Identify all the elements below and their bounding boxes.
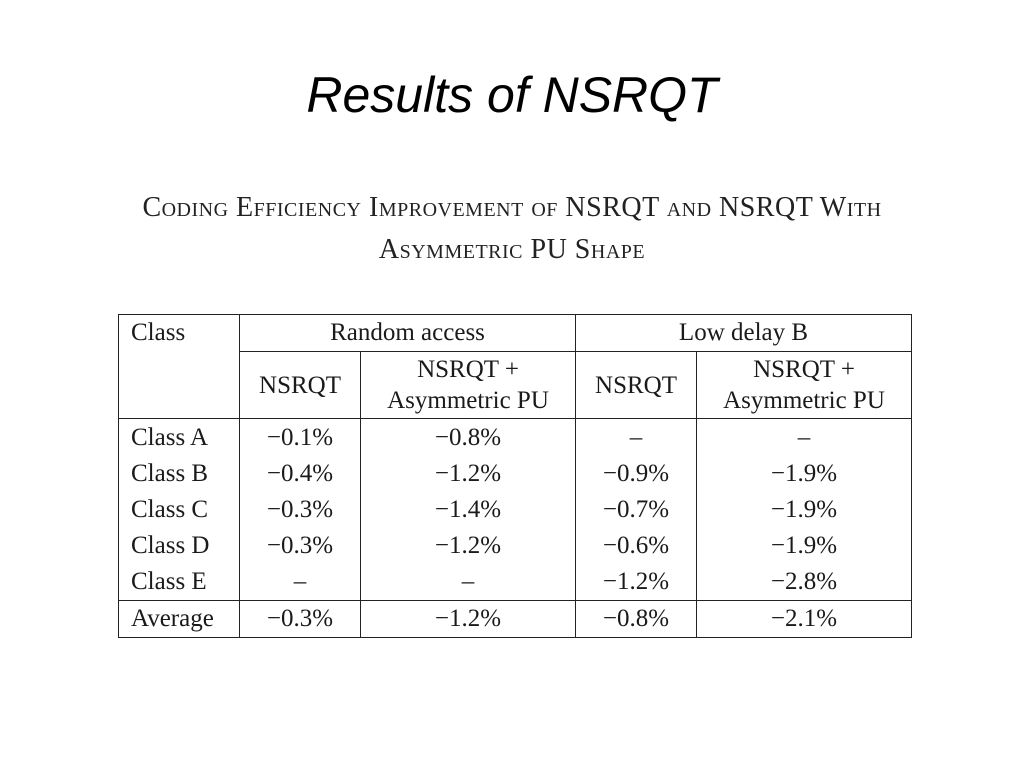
header-class: Class [119,315,240,419]
cell-ld-nsrqt: −0.6% [576,528,697,564]
cell-ra-asym: −1.2% [361,456,576,492]
cell-ra-asym: – [361,564,576,601]
cell-ra-nsrqt: −0.4% [240,456,361,492]
header-low-delay-b: Low delay B [576,315,912,352]
table-row [119,419,912,457]
subheader-ld-asymmetric [697,352,912,419]
cell-ld-nsrqt: −1.2% [576,564,697,601]
cell-avg-ra-asym: −1.2% [361,601,576,638]
results-table [118,314,912,638]
cell-ld-asym: −1.9% [697,492,912,528]
cell-ra-nsrqt: −0.1% [240,419,361,457]
cell-ra-nsrqt: −0.3% [240,528,361,564]
cell-ld-asym: −1.9% [697,528,912,564]
cell-avg-ld-asym: −2.1% [697,601,912,638]
cell-ld-asym: −2.8% [697,564,912,601]
row-label: Class A [119,419,240,457]
table-row [119,528,912,564]
cell-ra-asym: −0.8% [361,419,576,457]
table-row [119,564,912,601]
slide-title: Results of NSRQT [306,67,718,123]
subheader-ra-nsrqt: NSRQT [240,352,361,419]
subheader-ld-asym-line2: Asymmetric PU [723,387,885,414]
row-label: Class E [119,564,240,601]
table-caption-line-1: Coding Efficiency Improvement of NSRQT and NSRQT With [142,192,882,223]
row-label-average: Average [119,601,240,638]
subheader-ld-asym-line1: NSRQT + [753,356,855,383]
table-average-row [119,601,912,638]
cell-avg-ra-nsrqt: −0.3% [240,601,361,638]
cell-ra-nsrqt: – [240,564,361,601]
table-row [119,456,912,492]
table-header-row [119,315,912,352]
cell-ld-nsrqt: −0.9% [576,456,697,492]
cell-ld-nsrqt: −0.7% [576,492,697,528]
table-caption-line-2: Asymmetric PU Shape [378,234,646,265]
row-label: Class D [119,528,240,564]
subheader-ra-asym-line2: Asymmetric PU [387,387,549,414]
table-row [119,492,912,528]
subheader-ld-nsrqt: NSRQT [576,352,697,419]
cell-ld-asym: −1.9% [697,456,912,492]
cell-ld-nsrqt: – [576,419,697,457]
row-label: Class C [119,492,240,528]
cell-ra-asym: −1.4% [361,492,576,528]
cell-ld-asym: – [697,419,912,457]
row-label: Class B [119,456,240,492]
subheader-ra-asymmetric [361,352,576,419]
cell-avg-ld-nsrqt: −0.8% [576,601,697,638]
header-random-access: Random access [240,315,576,352]
cell-ra-asym: −1.2% [361,528,576,564]
cell-ra-nsrqt: −0.3% [240,492,361,528]
subheader-ra-asym-line1: NSRQT + [417,356,519,383]
